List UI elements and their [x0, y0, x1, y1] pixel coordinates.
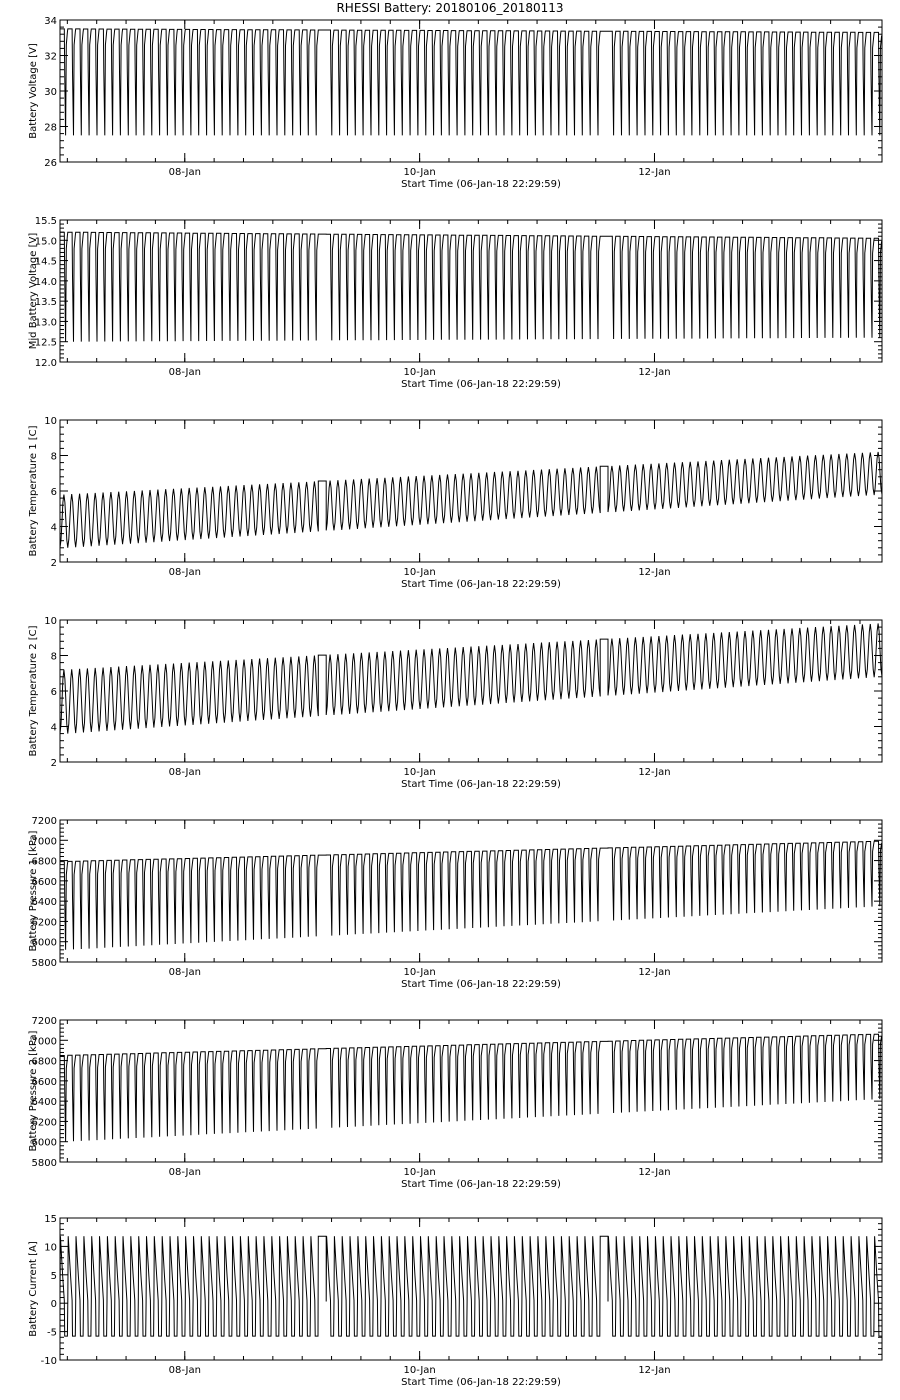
- x-axis-label: Start Time (06-Jan-18 22:29:59): [401, 579, 561, 590]
- y-tick-label: 8: [50, 651, 57, 663]
- y-axis-label: Battery Voltage [V]: [28, 43, 39, 139]
- y-tick-label: 26: [44, 158, 57, 169]
- y-tick-label: 6000: [31, 937, 57, 949]
- x-tick-label: 10-Jan: [403, 967, 436, 978]
- x-tick-label: 08-Jan: [168, 367, 201, 378]
- y-tick-label: 32: [44, 51, 57, 63]
- series-line: [60, 232, 882, 342]
- y-tick-label: 5800: [31, 958, 57, 969]
- y-tick-label: 13.0: [34, 317, 57, 329]
- y-tick-label: 6: [50, 487, 57, 498]
- y-tick-label: 7000: [31, 836, 57, 848]
- y-tick-label: 6200: [31, 1117, 57, 1129]
- x-tick-label: 10-Jan: [403, 767, 436, 778]
- series-line: [60, 452, 882, 548]
- x-tick-label: 12-Jan: [638, 967, 671, 978]
- y-axis-label: Mid Battery Voltage [V]: [28, 232, 39, 350]
- y-tick-label: -5: [47, 1327, 57, 1339]
- y-tick-label: 30: [44, 87, 57, 98]
- x-tick-label: 08-Jan: [168, 1365, 201, 1376]
- x-tick-label: 08-Jan: [168, 567, 201, 578]
- x-tick-label: 10-Jan: [403, 1365, 436, 1376]
- x-tick-label: 12-Jan: [638, 1365, 671, 1376]
- x-tick-label: 12-Jan: [638, 767, 671, 778]
- y-tick-label: 7000: [31, 1036, 57, 1048]
- panel-5: [28, 816, 882, 990]
- x-tick-label: 10-Jan: [403, 167, 436, 178]
- y-axis-label: Battery Pressure 2 [kPa]: [28, 1030, 39, 1152]
- y-tick-label: 2: [50, 758, 57, 769]
- series-line: [60, 841, 882, 950]
- panel-1: [28, 16, 882, 190]
- x-tick-label: 10-Jan: [403, 1167, 436, 1178]
- y-tick-label: 0: [50, 1299, 57, 1311]
- x-tick-label: 10-Jan: [403, 367, 436, 378]
- y-tick-label: 6000: [31, 1137, 57, 1149]
- y-axis-label: Battery Pressure 1 [kPa]: [28, 830, 39, 952]
- y-tick-label: 28: [44, 122, 57, 134]
- y-tick-label: 6800: [31, 1056, 57, 1068]
- panel-6: [28, 1016, 882, 1190]
- y-axis-label: Battery Temperature 1 [C]: [28, 425, 39, 557]
- y-tick-label: 2: [50, 558, 57, 569]
- y-tick-label: 14.5: [34, 256, 57, 268]
- y-tick-label: 6200: [31, 917, 57, 929]
- y-tick-label: 15: [44, 1214, 57, 1225]
- x-tick-label: 08-Jan: [168, 767, 201, 778]
- y-tick-label: 5: [50, 1270, 57, 1282]
- y-tick-label: 6600: [31, 876, 57, 888]
- x-axis-label: Start Time (06-Jan-18 22:29:59): [401, 1377, 561, 1388]
- y-tick-label: 6400: [31, 897, 57, 909]
- x-tick-label: 12-Jan: [638, 167, 671, 178]
- x-axis-label: Start Time (06-Jan-18 22:29:59): [401, 979, 561, 990]
- series-line: [60, 1236, 882, 1336]
- y-tick-label: 34: [44, 16, 57, 27]
- y-tick-label: 6600: [31, 1076, 57, 1088]
- plot-frame: [60, 420, 882, 562]
- y-tick-label: 13.5: [34, 297, 57, 309]
- panel-7: [28, 1214, 882, 1388]
- panel-3: [28, 416, 882, 590]
- y-tick-label: 8: [50, 451, 57, 463]
- y-tick-label: 10: [44, 1242, 57, 1254]
- y-tick-label: 6800: [31, 856, 57, 868]
- x-tick-label: 12-Jan: [638, 367, 671, 378]
- y-tick-label: 10: [44, 616, 57, 627]
- y-tick-label: 12.5: [34, 337, 57, 349]
- y-tick-label: 15.5: [34, 216, 57, 227]
- x-tick-label: 08-Jan: [168, 967, 201, 978]
- y-tick-label: 10: [44, 416, 57, 427]
- y-tick-label: 6: [50, 687, 57, 698]
- y-tick-label: 14.0: [34, 276, 57, 288]
- y-tick-label: 4: [50, 522, 57, 534]
- series-line: [60, 624, 882, 734]
- x-tick-label: 12-Jan: [638, 1167, 671, 1178]
- panel-2: [28, 216, 882, 390]
- x-tick-label: 10-Jan: [403, 567, 436, 578]
- series-line: [60, 29, 882, 135]
- y-tick-label: 7200: [31, 816, 57, 827]
- x-axis-label: Start Time (06-Jan-18 22:29:59): [401, 379, 561, 390]
- x-tick-label: 08-Jan: [168, 1167, 201, 1178]
- x-tick-label: 12-Jan: [638, 567, 671, 578]
- panel-4: [28, 616, 882, 790]
- series-line: [60, 1034, 882, 1142]
- y-tick-label: 15.0: [34, 236, 57, 248]
- y-tick-label: 7200: [31, 1016, 57, 1027]
- x-axis-label: Start Time (06-Jan-18 22:29:59): [401, 1179, 561, 1190]
- page-title: RHESSI Battery: 20180106_20180113: [336, 1, 564, 15]
- y-tick-label: 4: [50, 722, 57, 734]
- x-axis-label: Start Time (06-Jan-18 22:29:59): [401, 779, 561, 790]
- y-axis-label: Battery Temperature 2 [C]: [28, 625, 39, 757]
- x-tick-label: 08-Jan: [168, 167, 201, 178]
- y-tick-label: 12.0: [34, 358, 57, 369]
- y-tick-label: -10: [40, 1356, 57, 1367]
- x-axis-label: Start Time (06-Jan-18 22:29:59): [401, 179, 561, 190]
- y-tick-label: 6400: [31, 1097, 57, 1109]
- y-tick-label: 5800: [31, 1158, 57, 1169]
- y-axis-label: Battery Current [A]: [28, 1241, 39, 1337]
